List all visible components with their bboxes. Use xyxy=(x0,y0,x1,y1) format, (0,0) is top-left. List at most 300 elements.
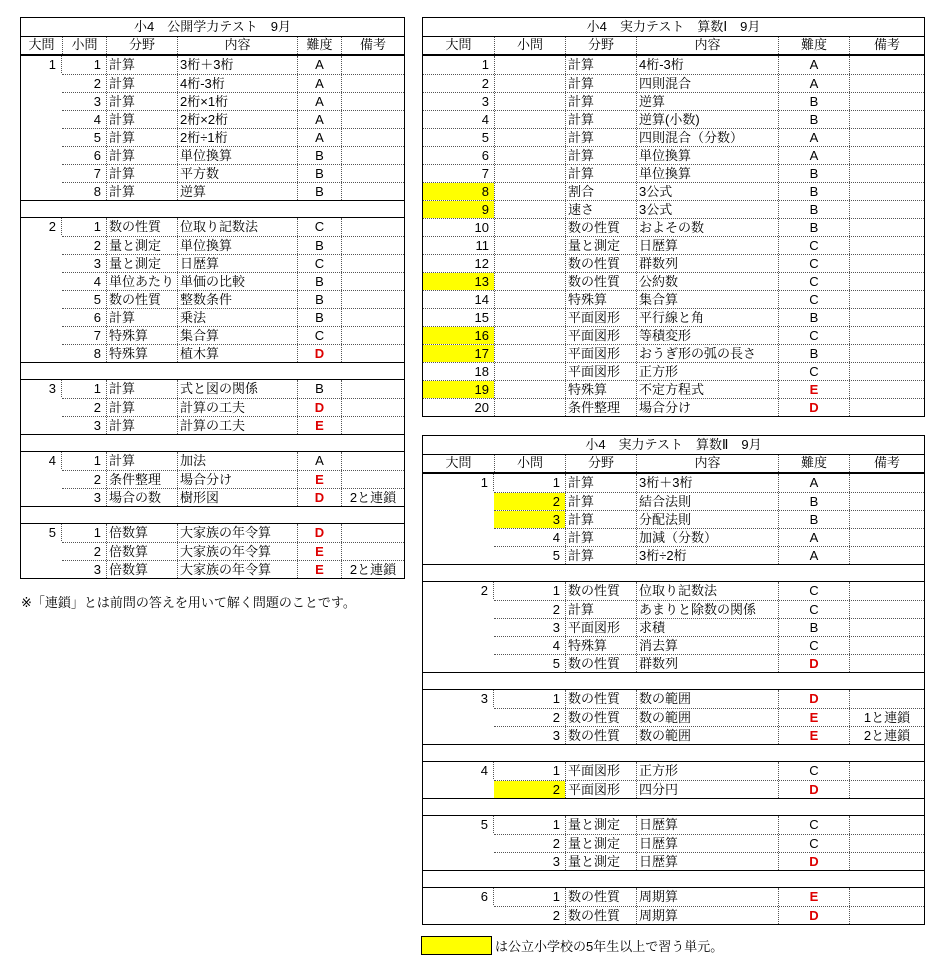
field-cell: 計算 xyxy=(565,474,636,492)
table-header-row xyxy=(21,37,404,56)
sub-question-cell xyxy=(494,291,565,308)
content-cell: 正方形 xyxy=(636,363,778,380)
content-cell: 3公式 xyxy=(636,183,778,200)
difficulty-cell: B xyxy=(297,273,341,290)
sub-question-cell xyxy=(494,183,565,200)
content-cell: あまりと除数の関係 xyxy=(636,601,778,618)
content-cell: 4桁-3桁 xyxy=(177,75,297,92)
field-cell: 単位あたり xyxy=(106,273,177,290)
remarks-cell xyxy=(849,147,924,164)
table-section xyxy=(21,56,404,201)
field-cell: 計算 xyxy=(106,56,177,74)
content-cell: 逆算 xyxy=(636,93,778,110)
remarks-cell xyxy=(849,201,924,218)
table-row xyxy=(62,218,404,236)
major-question-cell: 15 xyxy=(474,310,489,325)
remarks-cell xyxy=(849,56,924,74)
difficulty-cell: C xyxy=(778,762,849,780)
content-cell: 群数列 xyxy=(636,655,778,672)
column-header: 分野 xyxy=(565,37,636,54)
remarks-cell xyxy=(849,219,924,236)
table-row xyxy=(423,380,924,398)
sub-question-cell: 3 xyxy=(93,490,101,505)
table-title: 小4 実力テスト 算数Ⅱ 9月 xyxy=(423,436,924,455)
table-row xyxy=(62,542,404,560)
table-row xyxy=(423,272,924,290)
content-cell: 計算の工夫 xyxy=(177,417,297,434)
major-question-cell: 7 xyxy=(481,166,489,181)
highlight-legend xyxy=(421,936,723,955)
remarks-cell xyxy=(341,183,404,200)
jitsuryoku-sansu2-table xyxy=(422,435,925,925)
major-question-cell: 4 xyxy=(21,452,62,469)
field-cell: 平面図形 xyxy=(565,781,636,798)
table-row xyxy=(494,816,924,834)
content-cell: 2桁×1桁 xyxy=(177,93,297,110)
sub-question-cell xyxy=(494,129,565,146)
remarks-cell xyxy=(849,582,924,600)
sub-question-cell: 2 xyxy=(93,472,101,487)
remarks-cell xyxy=(341,129,404,146)
field-cell: 量と測定 xyxy=(106,237,177,254)
table-body xyxy=(423,474,924,924)
content-cell: 数の範囲 xyxy=(636,690,778,708)
sub-question-cell xyxy=(494,93,565,110)
remarks-cell xyxy=(341,543,404,560)
remarks-cell xyxy=(341,345,404,362)
difficulty-cell: C xyxy=(778,601,849,618)
table-row xyxy=(494,708,924,726)
table-row xyxy=(423,56,924,74)
table-row xyxy=(62,164,404,182)
difficulty-cell: B xyxy=(778,201,849,218)
difficulty-cell: D xyxy=(297,345,341,362)
content-cell: 加法 xyxy=(177,452,297,470)
sub-question-cell: 2 xyxy=(93,238,101,253)
remarks-cell: 2と連鎖 xyxy=(341,561,404,578)
difficulty-cell: D xyxy=(778,690,849,708)
table-row xyxy=(423,398,924,416)
section-gap xyxy=(423,673,924,690)
table-title: 小4 実力テスト 算数Ⅰ 9月 xyxy=(423,18,924,37)
remarks-cell: 2と連鎖 xyxy=(341,489,404,506)
table-row xyxy=(494,834,924,852)
table-section xyxy=(423,762,924,799)
section-gap xyxy=(423,871,924,888)
difficulty-cell: B xyxy=(778,511,849,528)
difficulty-cell: C xyxy=(778,255,849,272)
table-row xyxy=(423,254,924,272)
difficulty-cell: D xyxy=(778,399,849,416)
content-cell: 日歴算 xyxy=(636,835,778,852)
table-row xyxy=(62,128,404,146)
table-row xyxy=(62,452,404,470)
content-cell: 単位換算 xyxy=(177,237,297,254)
table-row xyxy=(62,254,404,272)
remarks-cell xyxy=(849,888,924,906)
section-rows xyxy=(62,380,404,434)
content-cell: 3桁＋3桁 xyxy=(177,56,297,74)
remarks-cell xyxy=(849,601,924,618)
difficulty-cell: A xyxy=(297,452,341,470)
sub-question-cell xyxy=(494,219,565,236)
sub-question-cell: 3 xyxy=(93,256,101,271)
content-cell: 等積変形 xyxy=(636,327,778,344)
content-cell: 数の範囲 xyxy=(636,727,778,744)
content-cell: 植木算 xyxy=(177,345,297,362)
table-body xyxy=(423,56,924,416)
column-header: 小問 xyxy=(494,455,565,472)
field-cell: 特殊算 xyxy=(565,291,636,308)
table-row xyxy=(494,654,924,672)
table-row xyxy=(494,762,924,780)
field-cell: 特殊算 xyxy=(565,381,636,398)
remarks-cell xyxy=(849,637,924,654)
field-cell: 数の性質 xyxy=(565,888,636,906)
difficulty-cell: D xyxy=(297,399,341,416)
sub-question-cell: 6 xyxy=(93,310,101,325)
remarks-cell xyxy=(849,75,924,92)
field-cell: 特殊算 xyxy=(106,327,177,344)
table-row xyxy=(423,344,924,362)
major-question-cell: 19 xyxy=(423,381,494,398)
field-cell: 量と測定 xyxy=(565,835,636,852)
remarks-cell xyxy=(341,452,404,470)
major-question-cell: 14 xyxy=(474,292,489,307)
major-question-cell: 1 xyxy=(21,56,62,73)
content-cell: 消去算 xyxy=(636,637,778,654)
difficulty-cell: A xyxy=(297,93,341,110)
field-cell: 速さ xyxy=(565,201,636,218)
difficulty-cell: B xyxy=(778,219,849,236)
table-row xyxy=(494,600,924,618)
field-cell: 計算 xyxy=(565,601,636,618)
difficulty-cell: D xyxy=(778,655,849,672)
difficulty-cell: C xyxy=(778,291,849,308)
sub-question-cell: 2 xyxy=(552,710,560,725)
section-gap xyxy=(423,799,924,816)
section-rows xyxy=(62,524,404,578)
table-row xyxy=(62,146,404,164)
major-question-cell: 2 xyxy=(481,76,489,91)
content-cell: 日歴算 xyxy=(636,816,778,834)
major-question-cell: 18 xyxy=(474,364,489,379)
sub-question-cell: 3 xyxy=(552,728,560,743)
sub-question-cell: 1 xyxy=(552,763,560,778)
sub-question-cell xyxy=(494,75,565,92)
content-cell: 場合分け xyxy=(636,399,778,416)
table-row xyxy=(423,200,924,218)
table-row xyxy=(423,236,924,254)
difficulty-cell: D xyxy=(778,781,849,798)
table-row xyxy=(423,146,924,164)
column-header: 大問 xyxy=(28,37,55,52)
remarks-cell xyxy=(849,327,924,344)
difficulty-cell: B xyxy=(778,93,849,110)
content-cell: 四分円 xyxy=(636,781,778,798)
sub-question-cell: 4 xyxy=(93,274,101,289)
remarks-cell xyxy=(341,291,404,308)
remarks-cell xyxy=(849,255,924,272)
field-cell: 特殊算 xyxy=(565,637,636,654)
field-cell: 計算 xyxy=(565,75,636,92)
content-cell: 不定方程式 xyxy=(636,381,778,398)
table-row xyxy=(494,474,924,492)
content-cell: 結合法則 xyxy=(636,493,778,510)
table-row xyxy=(62,74,404,92)
content-cell: 場合分け xyxy=(177,471,297,488)
field-cell: 割合 xyxy=(565,183,636,200)
table-row xyxy=(494,780,924,798)
table-row xyxy=(494,618,924,636)
difficulty-cell: A xyxy=(778,56,849,74)
sub-question-cell xyxy=(494,165,565,182)
sub-question-cell: 5 xyxy=(552,656,560,671)
content-cell: 単位換算 xyxy=(177,147,297,164)
difficulty-cell: A xyxy=(297,56,341,74)
field-cell: 計算 xyxy=(565,493,636,510)
content-cell: 分配法則 xyxy=(636,511,778,528)
section-gap xyxy=(21,201,404,218)
table-row xyxy=(423,110,924,128)
remarks-cell xyxy=(849,547,924,564)
table-row xyxy=(62,470,404,488)
remarks-cell xyxy=(849,129,924,146)
section-rows xyxy=(494,582,924,672)
field-cell: 計算 xyxy=(106,147,177,164)
difficulty-cell: E xyxy=(297,471,341,488)
major-question-cell: 1 xyxy=(423,474,494,491)
major-question-cell: 10 xyxy=(474,220,489,235)
column-header: 内容 xyxy=(177,37,297,54)
section-gap xyxy=(21,435,404,452)
sub-question-cell: 8 xyxy=(93,346,101,361)
sub-question-cell: 5 xyxy=(93,292,101,307)
content-cell: 日歴算 xyxy=(636,853,778,870)
field-cell: 量と測定 xyxy=(565,816,636,834)
remarks-cell xyxy=(341,471,404,488)
table-section xyxy=(21,380,404,435)
remarks-cell xyxy=(849,493,924,510)
sub-question-cell: 1 xyxy=(552,817,560,832)
sub-question-cell xyxy=(494,399,565,416)
sub-question-cell: 2 xyxy=(93,400,101,415)
section-rows xyxy=(494,816,924,870)
section-rows xyxy=(62,452,404,506)
table-row xyxy=(494,546,924,564)
content-cell: 樹形図 xyxy=(177,489,297,506)
remarks-cell xyxy=(341,111,404,128)
difficulty-cell: C xyxy=(778,582,849,600)
content-cell: 位取り記数法 xyxy=(636,582,778,600)
difficulty-cell: A xyxy=(778,529,849,546)
field-cell: 計算 xyxy=(565,111,636,128)
remarks-cell xyxy=(849,474,924,492)
sub-question-cell: 7 xyxy=(93,166,101,181)
field-cell: 平面図形 xyxy=(565,327,636,344)
field-cell: 平面図形 xyxy=(565,363,636,380)
remarks-cell xyxy=(849,853,924,870)
content-cell: 乗法 xyxy=(177,309,297,326)
field-cell: 計算 xyxy=(565,511,636,528)
table-row xyxy=(423,308,924,326)
field-cell: 計算 xyxy=(106,129,177,146)
field-cell: 数の性質 xyxy=(565,582,636,600)
remarks-cell xyxy=(849,291,924,308)
difficulty-cell: B xyxy=(297,380,341,398)
field-cell: 条件整理 xyxy=(565,399,636,416)
major-question-cell: 4 xyxy=(481,112,489,127)
column-header: 内容 xyxy=(636,455,778,472)
sub-question-cell: 2 xyxy=(93,76,101,91)
difficulty-cell: E xyxy=(297,561,341,578)
field-cell: 計算 xyxy=(106,93,177,110)
sub-question-cell: 1 xyxy=(93,57,101,72)
difficulty-cell: A xyxy=(778,129,849,146)
content-cell: 集合算 xyxy=(177,327,297,344)
difficulty-cell: B xyxy=(297,147,341,164)
remarks-cell xyxy=(341,165,404,182)
major-question-cell: 6 xyxy=(481,148,489,163)
section-gap xyxy=(423,745,924,762)
sub-question-cell: 1 xyxy=(93,525,101,540)
field-cell: 倍数算 xyxy=(106,561,177,578)
sub-question-cell xyxy=(494,327,565,344)
table-row xyxy=(62,344,404,362)
sub-question-cell: 6 xyxy=(93,148,101,163)
major-question-cell: 13 xyxy=(423,273,494,290)
sub-question-cell: 1 xyxy=(552,475,560,490)
column-header: 大問 xyxy=(445,37,472,52)
remarks-cell xyxy=(341,147,404,164)
difficulty-cell: A xyxy=(778,147,849,164)
table-row xyxy=(423,92,924,110)
column-header: 難度 xyxy=(778,37,849,54)
major-question-cell: 4 xyxy=(423,762,494,779)
remarks-cell xyxy=(849,529,924,546)
table-row xyxy=(62,236,404,254)
table-body xyxy=(21,56,404,578)
content-cell: 大家族の年令算 xyxy=(177,524,297,542)
content-cell: 3公式 xyxy=(636,201,778,218)
table-row xyxy=(494,510,924,528)
difficulty-cell: D xyxy=(297,489,341,506)
major-question-cell: 3 xyxy=(423,690,494,707)
table-section xyxy=(21,218,404,363)
remarks-cell xyxy=(849,816,924,834)
table-row xyxy=(62,416,404,434)
section-gap xyxy=(423,565,924,582)
table-section xyxy=(21,452,404,507)
remarks-cell xyxy=(341,380,404,398)
sub-question-cell: 3 xyxy=(93,94,101,109)
content-cell: 3桁÷2桁 xyxy=(636,547,778,564)
table-section xyxy=(423,56,924,416)
difficulty-cell: C xyxy=(778,327,849,344)
difficulty-cell: D xyxy=(778,853,849,870)
major-question-cell: 5 xyxy=(423,816,494,833)
field-cell: 条件整理 xyxy=(106,471,177,488)
sub-question-cell: 2 xyxy=(552,602,560,617)
content-cell: 求積 xyxy=(636,619,778,636)
remarks-cell xyxy=(341,417,404,434)
remarks-cell xyxy=(849,907,924,924)
remarks-cell xyxy=(849,345,924,362)
table-row xyxy=(62,56,404,74)
sub-question-cell xyxy=(494,345,565,362)
field-cell: 量と測定 xyxy=(106,255,177,272)
table-row xyxy=(62,326,404,344)
column-header: 大問 xyxy=(445,455,472,470)
table-row xyxy=(494,852,924,870)
difficulty-cell: B xyxy=(297,309,341,326)
content-cell: 加減（分数） xyxy=(636,529,778,546)
difficulty-cell: D xyxy=(297,524,341,542)
difficulty-cell: C xyxy=(778,237,849,254)
field-cell: 計算 xyxy=(565,56,636,74)
sub-question-cell xyxy=(494,147,565,164)
field-cell: 計算 xyxy=(106,417,177,434)
column-header: 分野 xyxy=(565,455,636,472)
major-question-cell: 12 xyxy=(474,256,489,271)
difficulty-cell: B xyxy=(297,237,341,254)
major-question-cell: 3 xyxy=(21,380,62,397)
content-cell: 大家族の年令算 xyxy=(177,561,297,578)
difficulty-cell: B xyxy=(297,183,341,200)
difficulty-cell: C xyxy=(778,835,849,852)
table-section xyxy=(423,888,924,924)
major-question-cell: 2 xyxy=(423,582,494,599)
remarks-cell xyxy=(849,111,924,128)
remarks-cell xyxy=(341,255,404,272)
difficulty-cell: D xyxy=(778,907,849,924)
field-cell: 量と測定 xyxy=(565,853,636,870)
remarks-cell xyxy=(849,237,924,254)
sub-question-cell: 2 xyxy=(552,908,560,923)
difficulty-cell: B xyxy=(778,619,849,636)
content-cell: 3桁＋3桁 xyxy=(636,474,778,492)
remarks-cell xyxy=(341,93,404,110)
table-row xyxy=(62,272,404,290)
field-cell: 平面図形 xyxy=(565,309,636,326)
remarks-cell xyxy=(849,655,924,672)
table-row xyxy=(423,218,924,236)
field-cell: 量と測定 xyxy=(565,237,636,254)
sub-question-cell: 8 xyxy=(93,184,101,199)
content-cell: 日歴算 xyxy=(177,255,297,272)
field-cell: 数の性質 xyxy=(106,218,177,236)
field-cell: 数の性質 xyxy=(565,655,636,672)
remarks-cell xyxy=(849,381,924,398)
field-cell: 計算 xyxy=(565,147,636,164)
remarks-cell xyxy=(341,237,404,254)
table-section xyxy=(423,474,924,565)
difficulty-cell: E xyxy=(297,543,341,560)
sub-question-cell: 3 xyxy=(93,418,101,433)
column-header: 備考 xyxy=(341,37,404,54)
table-header-row xyxy=(423,37,924,56)
table-row xyxy=(423,74,924,92)
column-header: 備考 xyxy=(849,37,924,54)
sub-question-cell xyxy=(494,56,565,74)
table-row xyxy=(62,524,404,542)
sub-question-cell: 4 xyxy=(552,638,560,653)
difficulty-cell: C xyxy=(297,327,341,344)
sub-question-cell xyxy=(494,111,565,128)
field-cell: 場合の数 xyxy=(106,489,177,506)
remarks-cell: 1と連鎖 xyxy=(849,709,924,726)
table-row xyxy=(62,398,404,416)
